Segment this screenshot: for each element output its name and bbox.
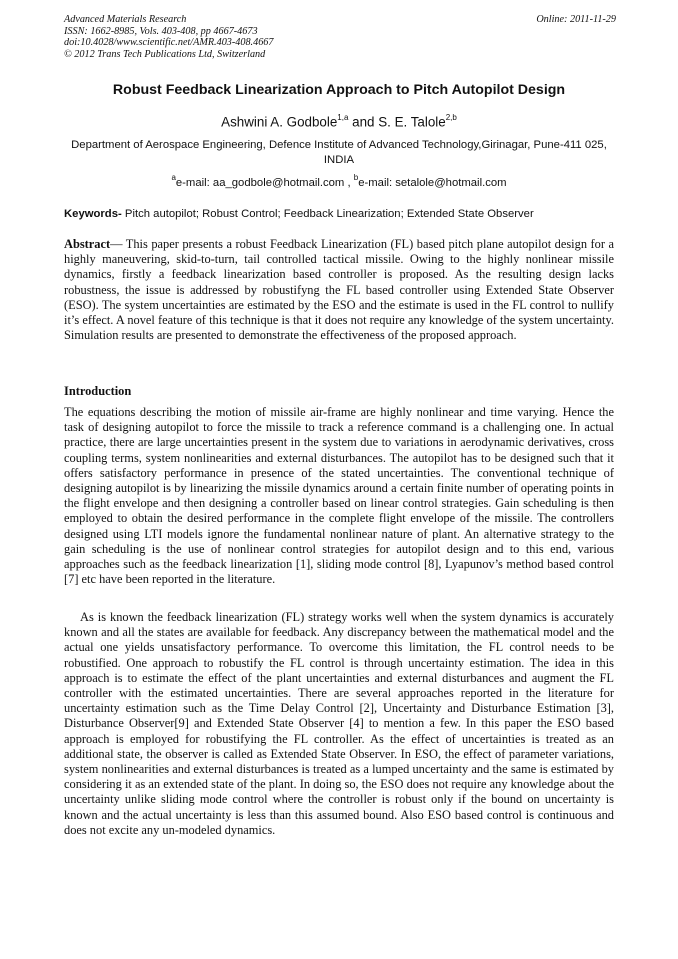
journal-name: Advanced Materials Research bbox=[64, 14, 187, 25]
abstract-text: — This paper presents a robust Feedback Linearization (FL) based pitch plane autopilot design for a highly maneuvering, skid-to-turn, tail controlled tactical missile. Owing to the highly nonlinear missile dynamics, firstly a feedback linearization based controller is proposed. As the resulting design lacks robustness, the issue is addressed by robustifyng the FL based controller using Extended State Observer (ESO). The system uncertainties are estimated by the ESO and the estimate is used in the FL control to nullify it’s effect. A novel feature of this technique is that it does not require any knowledge of the system uncertainty. Simulation results are presented to demonstrate the effectiveness of the proposed approach. bbox=[64, 237, 614, 343]
email-a-superscript: a bbox=[171, 173, 176, 182]
author-line bbox=[40, 114, 638, 129]
doi-line: doi:10.4028/www.scientific.net/AMR.403-408.4667 bbox=[64, 37, 274, 48]
author-2-superscript: 2,b bbox=[445, 113, 457, 122]
online-date: Online: 2011-11-29 bbox=[536, 14, 616, 25]
author-1: Ashwini A. Godbole bbox=[221, 114, 338, 130]
email-line bbox=[40, 174, 638, 189]
section-heading-introduction: Introduction bbox=[64, 384, 132, 398]
email-a: e-mail: aa_godbole@hotmail.com , bbox=[175, 176, 354, 189]
keywords-label: Keywords- bbox=[64, 208, 122, 220]
abstract-label: Abstract bbox=[64, 237, 111, 251]
issn-line: ISSN: 1662-8985, Vols. 403-408, pp 4667-4673 bbox=[64, 25, 258, 37]
author-1-superscript: 1,a bbox=[337, 113, 349, 122]
copyright-line: © 2012 Trans Tech Publications Ltd, Switzerland bbox=[64, 48, 266, 60]
email-b: e-mail: setalole@hotmail.com bbox=[358, 176, 507, 189]
keywords bbox=[64, 208, 624, 220]
intro-paragraph-2: As is known the feedback linearization (FL) strategy works well when the system dynamics is accurately known and all the states are available for feedback. Any discrepancy between the mathematical model and the actual one yields unsatisfactory performance. To overcome this limitation, the FL control needs to be robustified. One approach to robustify the FL control is through uncertainty estimation. The idea in this approach is to estimate the effect of the plant uncertainties and external disturbances and augment the FL controller with the estimated uncertainties. There are several approaches reported in the literature for uncertainty estimation such as the Time Delay Control [2], Uncertainty and Disturbance Estimation [3], Disturbance Observer[9] and Extended State Observer [4] to mention a few. In this paper the ESO based approach is employed for robustifying the FL controller. As the effect of uncertainties is treated as an additional state, the observer is called as Extended State Observer. In ESO, the effect of parameter variations, system nonlinearities and external disturbances is treated as a lumped uncertainty and the same is estimated by considering it as an extended state of the plant. In doing so, the ESO does not require any knowledge about the uncertainty unlike sliding mode control where the controller is robust only if the bound on uncertainty is known and the actual uncertainty is less than this assumed bound. Also ESO based control is continuous and does not excite any un-modeled dynamics. bbox=[64, 610, 614, 837]
author-2: and S. E. Talole bbox=[348, 114, 446, 130]
affiliation: Department of Aerospace Engineering, Defence Institute of Advanced Technology,Girinagar, Pune-411 025, INDIA bbox=[71, 139, 607, 166]
abstract bbox=[64, 237, 614, 343]
journal-header bbox=[64, 14, 616, 60]
email-b-superscript: b bbox=[353, 173, 359, 182]
paper-title: Robust Feedback Linearization Approach to Pitch Autopilot Design bbox=[112, 82, 566, 98]
keywords-text: Pitch autopilot; Robust Control; Feedback Linearization; Extended State Observer bbox=[121, 208, 534, 220]
intro-paragraph-1: The equations describing the motion of missile air-frame are highly nonlinear and time varying. Hence the task of designing autopilot to force the missile to track a reference command is a challenging one. In actual practice, there are large uncertainties present in the system due to variations in aerodynamic derivatives, cross coupling terms, system nonlinearities and external disturbances. The autopilot has to be designed such that it offers satisfactory performance in presence of the stated uncertainties. The conventional technique of designing autopilot is by linearizing the missile dynamics around a certain finite number of operating points in the flight envelope and then designing a controller based on linear control strategies. Gain scheduling is then employed to obtain the desired performance in the complete flight envelope of the missile. The controllers designed using LTI models ignore the fundamental nonlinear nature of plant. An alternative strategy to the gain scheduling is the use of nonlinear control strategies for autopilot design and to this end, various approaches such as the feedback linearization [1], sliding mode control [8], Lyapunov’s method based control [7] etc have been reported in the literature. bbox=[64, 405, 614, 587]
